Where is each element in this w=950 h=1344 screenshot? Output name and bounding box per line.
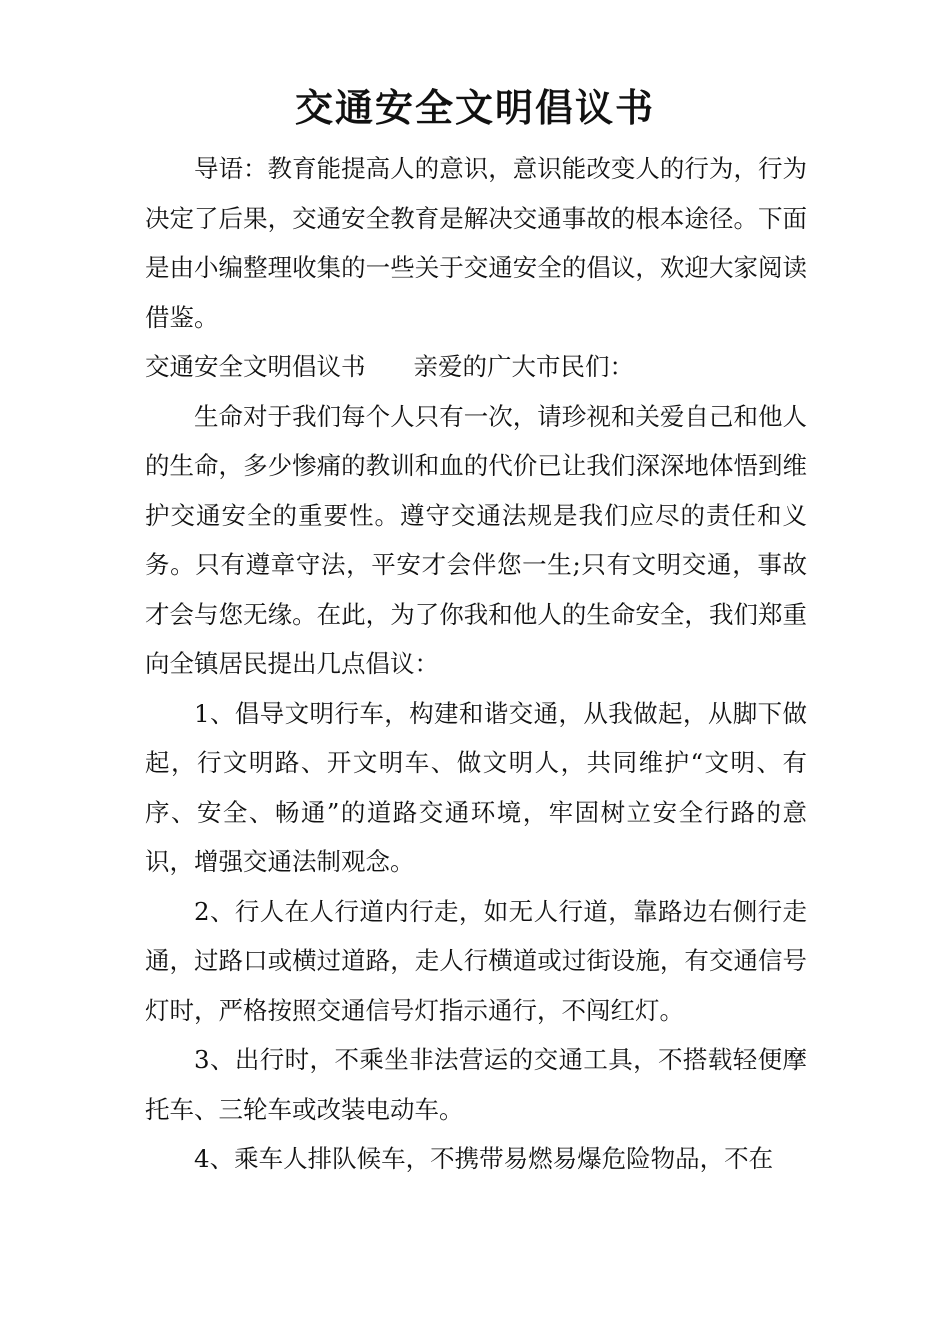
body-paragraph-2: 1、倡导文明行车，构建和谐交通，从我做起，从脚下做起，行文明路、开文明车、做文明人，共同维护“文明、有序、安全、畅通”的道路交通环境，牢固树立安全行路的意识，增强交通法制观念。 — [145, 698, 807, 876]
body-paragraph-1: 生命对于我们每个人只有一次，请珍视和关爱自己和他人的生命，多少惨痛的教训和血的代价已让我们深深地体悟到维护交通安全的重要性。遵守交通法规是我们应尽的责任和义务。只有遵章守法，平安才会伴您一生;只有文明交通，事故才会与您无缘。在此，为了你我和他人的生命安全，我们郑重向全镇居民提出几点倡议： — [145, 401, 807, 678]
document-body — [145, 144, 807, 1184]
subheading-line — [145, 342, 807, 392]
document-title: 交通安全文明倡议书 — [294, 86, 655, 130]
body-paragraph-3: 2、行人在人行道内行走，如无人行道，靠路边右侧行走通，过路口或横过道路，走人行横道或过街设施，有交通信号灯时，严格按照交通信号灯指示通行，不闯红灯。 — [145, 896, 807, 1025]
intro-paragraph: 导语：教育能提高人的意识，意识能改变人的行为，行为决定了后果，交通安全教育是解决交通事故的根本途径。下面是由小编整理收集的一些关于交通安全的倡议，欢迎大家阅读借鉴。 — [145, 154, 807, 332]
body-paragraph-4: 3、出行时，不乘坐非法营运的交通工具，不搭载轻便摩托车、三轮车或改装电动车。 — [145, 1045, 807, 1124]
salutation: 亲爱的广大市民们： — [413, 352, 634, 381]
body-paragraph-5: 4、乘车人排队候车，不携带易燃易爆危险物品，不在 — [194, 1144, 774, 1173]
subheading: 交通安全文明倡议书 — [145, 352, 366, 381]
